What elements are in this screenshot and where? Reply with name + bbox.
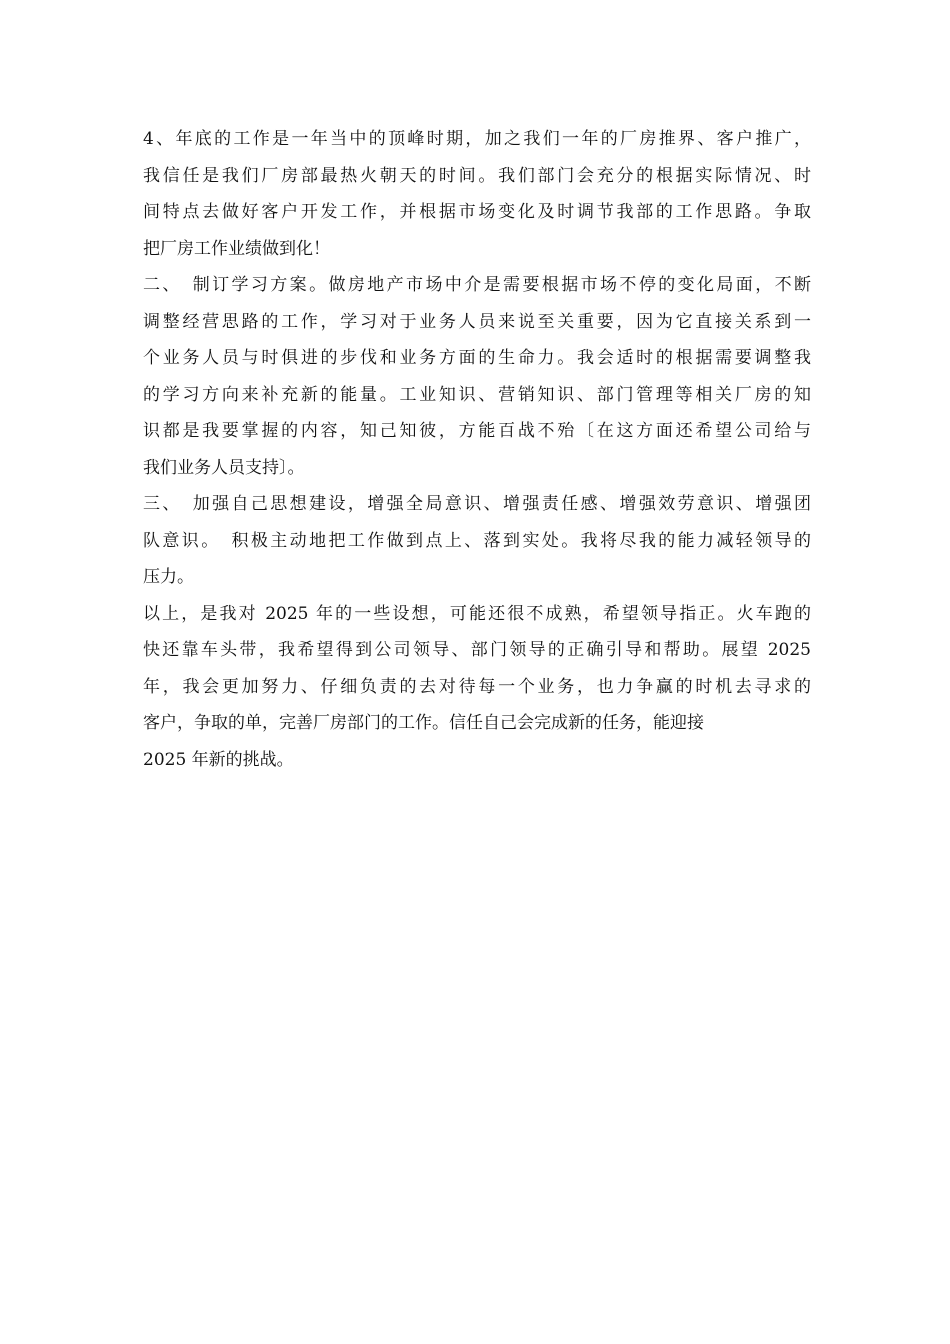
text-line: 我们业务人员支持〕。 bbox=[143, 457, 305, 478]
document-body bbox=[143, 121, 811, 778]
text-line: 2025 年新的挑战。 bbox=[143, 749, 294, 770]
text-line: 的学习方向来补充新的能量。工业知识、营销知识、部门管理等相关厂房的知 bbox=[143, 384, 811, 405]
text-line: 4、年底的工作是一年当中的顶峰时期，加之我们一年的厂房推界、客户推广， bbox=[143, 129, 811, 149]
text-line: 客户，争取的单，完善厂房部门的工作。信任自己会完成新的任务，能迎接 bbox=[143, 713, 704, 733]
text-line: 年，我会更加努力、仔细负责的去对待每一个业务，也力争赢的时机去寻求的 bbox=[143, 676, 811, 697]
text-line: 队意识。 积极主动地把工作做到点上、落到实处。我将尽我的能力减轻领导的 bbox=[143, 530, 811, 551]
text-line: 把厂房工作业绩做到化！ bbox=[143, 238, 330, 259]
text-line: 个业务人员与时俱进的步伐和业务方面的生命力。我会适时的根据需要调整我 bbox=[143, 348, 811, 368]
text-line: 调整经营思路的工作，学习对于业务人员来说至关重要，因为它直接关系到一 bbox=[143, 311, 811, 332]
text-line: 以上，是我对 2025 年的一些设想，可能还很不成熟，希望领导指正。火车跑的 bbox=[143, 603, 811, 624]
text-line: 我信任是我们厂房部最热火朝天的时间。我们部门会充分的根据实际情况、时 bbox=[143, 165, 811, 186]
text-line: 快还靠车头带，我希望得到公司领导、部门领导的正确引导和帮助。展望 2025 bbox=[143, 640, 811, 660]
text-line: 三、 加强自己思想建设，增强全局意识、增强责任感、增强效劳意识、增强团 bbox=[143, 494, 811, 514]
text-line: 二、 制订学习方案。做房地产市场中介是需要根据市场不停的变化局面，不断 bbox=[143, 275, 811, 295]
text-line: 间特点去做好客户开发工作，并根据市场变化及时调节我部的工作思路。争取 bbox=[143, 202, 811, 222]
text-line: 压力。 bbox=[143, 567, 194, 587]
text-line: 识都是我要掌握的内容，知己知彼，方能百战不殆〔在这方面还希望公司给与 bbox=[143, 421, 811, 441]
